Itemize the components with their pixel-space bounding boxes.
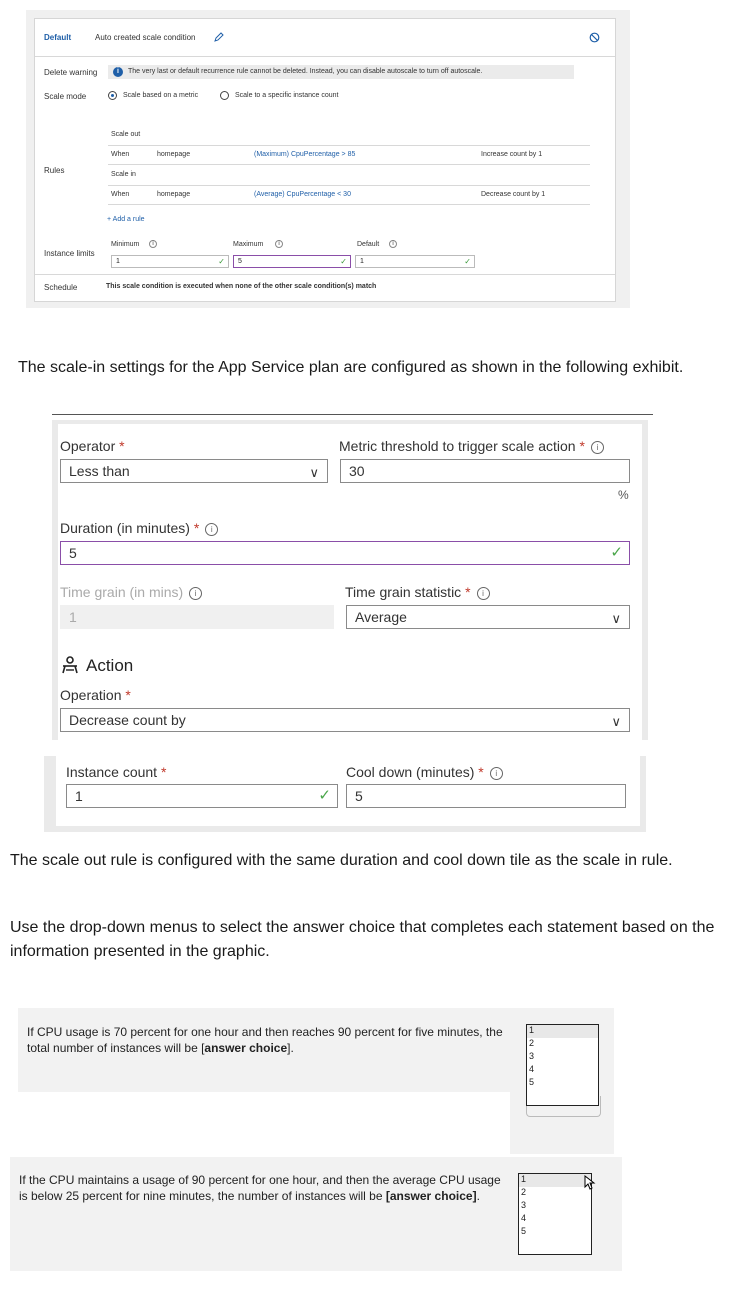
divider	[52, 414, 653, 415]
duration-label	[60, 520, 218, 536]
dropdown-1-option[interactable]: 5	[529, 1077, 535, 1087]
dropdown-1-option[interactable]: 3	[529, 1051, 535, 1061]
mouse-cursor-icon	[584, 1175, 596, 1191]
info-icon: i	[113, 67, 123, 77]
duration-label-text: Duration (in minutes)	[60, 520, 190, 536]
instance-count-label	[66, 764, 166, 780]
dropdown-2-option[interactable]: 2	[521, 1187, 527, 1197]
delete-warning-text: The very last or default recurrence rule cannot be deleted. Instead, you can disable autoscale to turn off autoscale.	[128, 68, 483, 75]
operation-dropdown[interactable]	[60, 708, 630, 732]
scale-in-action-panel	[44, 756, 646, 832]
checkmark-icon: ✓	[318, 787, 331, 804]
scale-in-settings-card	[58, 424, 642, 740]
question-2-post: .	[476, 1189, 480, 1203]
scale-in-settings-panel	[52, 420, 648, 740]
time-grain-label	[60, 584, 202, 600]
info-icon: i	[389, 240, 397, 248]
operation-label	[60, 687, 131, 703]
cool-down-label	[346, 764, 503, 780]
info-icon: i	[205, 523, 218, 536]
chevron-down-icon: ∨	[611, 714, 621, 729]
chevron-down-icon: ∨	[611, 611, 621, 626]
threshold-unit: %	[618, 488, 629, 502]
question-1-bold: answer choice	[204, 1041, 288, 1055]
rule-metric[interactable]: (Maximum) CpuPercentage > 85	[254, 151, 356, 158]
time-grain-label-text: Time grain (in mins)	[60, 584, 184, 600]
time-grain-statistic-label-text: Time grain statistic	[345, 584, 462, 600]
rule-when: When	[111, 151, 130, 158]
add-rule-link[interactable]: + Add a rule	[107, 216, 145, 223]
rule-metric[interactable]: (Average) CpuPercentage < 30	[254, 191, 351, 198]
dropdown-2-option[interactable]: 3	[521, 1200, 527, 1210]
operation-label-text: Operation	[60, 687, 122, 703]
radio-scale-metric-label: Scale based on a metric	[123, 92, 199, 99]
maximum-value: 5	[238, 258, 242, 265]
required-mark: *	[119, 438, 125, 454]
default-input[interactable]	[355, 255, 475, 268]
pencil-icon[interactable]	[213, 31, 225, 43]
autoscale-condition-card	[34, 18, 616, 302]
rule-action: Increase count by 1	[481, 151, 543, 158]
dropdown-1-option[interactable]: 1	[527, 1025, 598, 1038]
default-value: 1	[360, 258, 364, 265]
cool-down-label-text: Cool down (minutes)	[346, 764, 475, 780]
time-grain-statistic-label	[345, 584, 490, 600]
required-mark: *	[193, 520, 200, 536]
minimum-input[interactable]	[111, 255, 229, 268]
intro-text: The scale-in settings for the App Service plan are configured as shown in the following exhibit.	[18, 359, 684, 376]
instance-count-input[interactable]	[66, 784, 338, 808]
dropdown-2-option[interactable]: 5	[521, 1226, 527, 1236]
minimum-label: Minimum	[111, 241, 140, 248]
schedule-label: Schedule	[44, 283, 78, 292]
time-grain-statistic-value: Average	[355, 609, 407, 625]
default-label: Default	[357, 241, 380, 248]
required-mark: *	[579, 438, 585, 454]
instance-count-value: 1	[75, 788, 83, 804]
operator-dropdown[interactable]	[60, 459, 328, 483]
operator-value: Less than	[69, 463, 130, 479]
rule-resource: homepage	[157, 151, 191, 158]
question-1-post: ].	[287, 1041, 294, 1055]
time-grain-input	[60, 605, 334, 629]
info-icon: i	[149, 240, 157, 248]
instance-limits-label: Instance limits	[44, 249, 95, 258]
disable-icon[interactable]	[589, 32, 600, 43]
threshold-input[interactable]	[340, 459, 630, 483]
question-1-pre: If CPU usage is 70 percent for one hour and then reaches 90 percent for five minutes, the total number of instances will be [	[27, 1025, 503, 1055]
question-2-pre: If the CPU maintains a usage of 90 percent for one hour, and then the average CPU usage is below 25 percent for nine minutes, the number of instances will be	[19, 1173, 501, 1203]
info-icon: i	[275, 240, 283, 248]
maximum-label: Maximum	[233, 241, 264, 248]
checkmark-icon: ✓	[218, 257, 225, 266]
dropdown-2-option[interactable]: 1	[519, 1174, 591, 1187]
question-1-text	[27, 1024, 517, 1056]
time-grain-statistic-dropdown[interactable]	[346, 605, 630, 629]
instance-count-label-text: Instance count	[66, 764, 158, 780]
question-2-bold: [answer choice]	[385, 1189, 477, 1203]
checkmark-icon: ✓	[464, 257, 471, 266]
dropdown-1-option[interactable]: 4	[529, 1064, 535, 1074]
dropdown-1-list[interactable]	[526, 1024, 599, 1106]
radio-scale-metric[interactable]	[108, 91, 117, 100]
operator-label-text: Operator	[60, 438, 116, 454]
action-heading: Action	[86, 656, 134, 675]
rule-action: Decrease count by 1	[481, 191, 546, 198]
info-icon: i	[490, 767, 503, 780]
info-icon: i	[477, 587, 490, 600]
dropdown-2-list[interactable]	[518, 1173, 592, 1255]
required-mark: *	[125, 687, 131, 703]
time-grain-value: 1	[69, 609, 77, 625]
radio-scale-instance-count-label: Scale to a specific instance count	[235, 92, 339, 99]
info-icon: i	[591, 441, 604, 454]
threshold-label	[339, 438, 604, 454]
cool-down-value: 5	[355, 788, 363, 804]
required-mark: *	[465, 584, 471, 600]
scale-in-header: Scale in	[111, 171, 136, 178]
required-mark: *	[160, 764, 167, 780]
dropdown-1-option[interactable]: 2	[529, 1038, 535, 1048]
maximum-input[interactable]	[233, 255, 351, 268]
scale-out-header: Scale out	[111, 131, 141, 138]
duration-input[interactable]	[60, 541, 630, 565]
note-text: The scale out rule is configured with the same duration and cool down tile as the scale in rule.	[10, 852, 673, 869]
rule-resource: homepage	[157, 191, 191, 198]
cool-down-input[interactable]	[346, 784, 626, 808]
dropdown-2-option[interactable]: 4	[521, 1213, 527, 1223]
required-mark: *	[478, 764, 484, 780]
question-1-block	[18, 1008, 614, 1154]
radio-scale-instance-count[interactable]	[220, 91, 229, 100]
scale-in-action-card	[56, 756, 640, 826]
rules-label: Rules	[44, 166, 65, 175]
autoscale-condition-panel	[26, 10, 630, 308]
threshold-label-text: Metric threshold to trigger scale action	[339, 438, 576, 454]
info-icon: i	[189, 587, 202, 600]
instruction-text: Use the drop-down menus to select the answer choice that completes each statement based on the information presented in the graphic.	[10, 919, 715, 960]
question-2-text	[19, 1172, 509, 1204]
chevron-down-icon: ∨	[309, 465, 319, 480]
scale-mode-label: Scale mode	[44, 92, 87, 101]
delete-warning-label: Delete warning	[44, 68, 98, 77]
threshold-value: 30	[349, 463, 365, 479]
delete-warning-banner	[108, 65, 574, 79]
checkmark-icon: ✓	[610, 544, 623, 561]
question-2-block	[10, 1157, 622, 1271]
blank-area	[18, 1092, 510, 1154]
schedule-text: This scale condition is executed when none of the other scale condition(s) match	[106, 283, 377, 290]
duration-value: 5	[69, 545, 77, 561]
operator-label	[60, 438, 125, 454]
minimum-value: 1	[116, 258, 120, 265]
operation-value: Decrease count by	[69, 712, 186, 728]
scale-action-icon	[60, 655, 80, 675]
condition-name: Auto created scale condition	[95, 33, 196, 42]
checkmark-icon: ✓	[340, 257, 347, 266]
condition-tab-default[interactable]: Default	[44, 33, 72, 42]
rule-when: When	[111, 191, 130, 198]
